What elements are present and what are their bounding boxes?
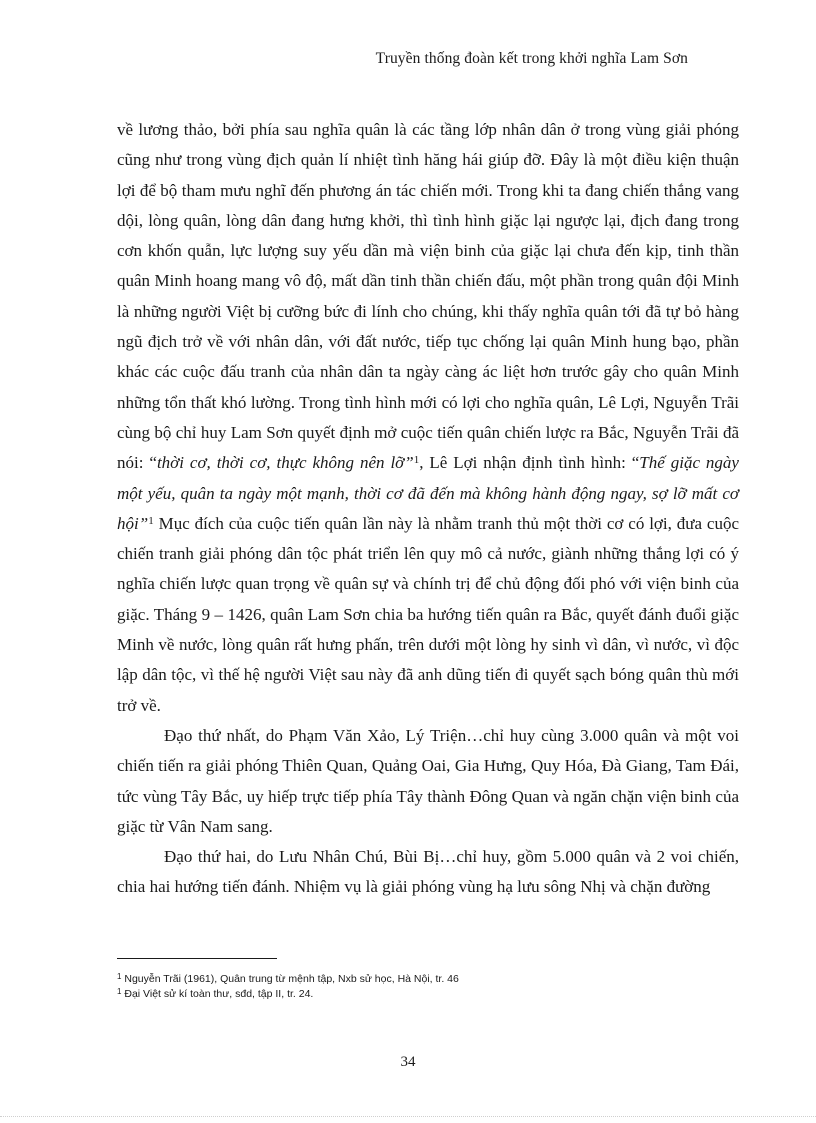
paragraph: Đạo thứ hai, do Lưu Nhân Chú, Bùi Bị…chỉ huy, gồm 5.000 quân và 2 voi chiến, chia hai hướng tiến đánh. Nhiệm vụ là giải phóng vùng hạ lưu sông Nhị và chặn đường (117, 847, 739, 897)
footnote-mark: 1 (117, 987, 122, 996)
quote-nguyen-trai: thời cơ, thời cơ, thực không nên lỡ (156, 453, 405, 473)
footnote-ref: 1 (413, 454, 420, 467)
footnote-ref: 1 (148, 514, 154, 527)
body-text (117, 115, 739, 903)
paragraph-text: , Lê Lợi nhận định tình hình: “ (419, 453, 640, 473)
footnotes (117, 972, 739, 1002)
paragraph-text: Mục đích của cuộc tiến quân lần này là nhằm tranh thủ một thời cơ có lợi, đưa cuộc chiến tranh giải phóng dân tộc phát triển lên quy mô cả nước, giành những thắng lợi có ý nghĩa chiến lược quan trọng về quân sự và chính trị để chủ động đối phó với viện binh của giặc. Tháng 9 – 1426, quân Lam Sơn chia ba hướng tiến quân ra Bắc, quyết đánh đuổi giặc Minh về nước, lòng quân rất hưng phấn, trên dưới một lòng hy sinh vì dân, vì nước, vì độc lập dân tộc, vì thế hệ người Việt sau này đã anh dũng tiến đi quyết sạch bóng quân thù mới trở về. (117, 513, 739, 715)
footnote-mark: 1 (117, 972, 122, 981)
page-border (0, 1116, 816, 1117)
running-header: Truyền thống đoàn kết trong khởi nghĩa Lam Sơn (375, 50, 688, 67)
page-number: 34 (400, 1054, 416, 1070)
quote-le-loi: Thế giặc ngày một yếu, quân ta ngày một mạnh, thời cơ đã đến mà không hành động ngay, sợ lỡ mất cơ hội (117, 453, 739, 533)
paragraph (117, 115, 739, 721)
quote-close: ” (138, 513, 149, 533)
paragraph: Đạo thứ nhất, do Phạm Văn Xảo, Lý Triện…chỉ huy cùng 3.000 quân và một voi chiến tiến ra giải phóng Thiên Quan, Quảng Oai, Gia Hưng, Quy Hóa, Đà Giang, Tam Đái, tức vùng Tây Bắc, uy hiếp trực tiếp phía Tây thành Đông Quan và ngăn chặn viện binh của giặc từ Vân Nam sang. (117, 725, 739, 836)
quote-close: ” (404, 453, 414, 473)
paragraph-text: về lương thảo, bởi phía sau nghĩa quân là các tầng lớp nhân dân ở trong vùng giải phóng cũng như trong vùng địch quản lí nhiệt tình hăng hái giúp đỡ. Đây là một điều kiện thuận lợi để bộ tham mưu nghĩ đến phương án tác chiến mới. Trong khi ta đang chiến thắng vang dội, lòng quân, lòng dân đang hưng khởi, thì tình hình giặc lại ngược lại, địch đang trong cơn khốn quẫn, lực lượng suy yếu dần mà viện binh của giặc lại chưa đến kịp, tinh thần quân Minh hoang mang vô độ, mất dần tinh thần chiến đấu, một phần trong quân đội Minh là những người Việt bị cưỡng bức đi lính cho chúng, khi thấy nghĩa quân tới đã tự bỏ hàng ngũ địch trở về với nhân dân, với đất nước, tiếp tục chống lại quân Minh hung bạo, phần khác các cuộc đấu tranh của nhân dân ta ngày càng ác liệt hơn trước gây cho quân Minh những tổn thất khó lường. Trong tình hình mới có lợi cho nghĩa quân, Lê Lợi, Nguyễn Trãi cùng bộ chỉ huy Lam Sơn quyết định mở cuộc tiến quân chiến lược ra Bắc, Nguyễn Trãi đã nói: “ (117, 120, 739, 473)
footnote (117, 972, 739, 987)
footnote-text: Đại Việt sử kí toàn thư, sđd, tập II, tr. 24. (121, 988, 314, 1000)
footnote-divider (117, 958, 277, 959)
footnote (117, 987, 739, 1002)
footnote-text: Nguyễn Trãi (1961), Quân trung từ mệnh tập, Nxb sử học, Hà Nội, tr. 46 (121, 973, 459, 985)
